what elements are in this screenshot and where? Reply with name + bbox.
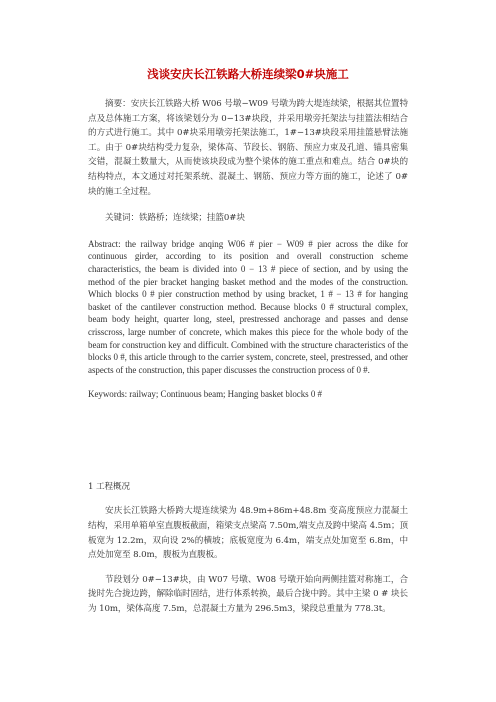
- section-heading: 1 工程概况: [88, 481, 130, 492]
- body-paragraph-1: 安庆长江铁路大桥跨大堤连续梁为 48.9m+86m+48.8m 变高度预应力混凝土结构，采用单箱单室直腹板截面，箱梁支点梁高 7.50m,端支点及跨中梁高 4.5m；顶板宽为 12.2m，双向设 2%的横坡；底板宽度为 6.4m，端支点处加宽至 6.8m，中点处加宽至 8.0m，腹板为直腹板。: [88, 506, 408, 561]
- body-paragraph-2: 节段划分 0#−13#块，由 W07 号墩、W08 号墩开始向两侧挂篮对称施工，合拢时先合拢边跨，解除临时固结，进行体系转换，最后合拢中跨。其中主梁 0 # 块长为 10m，梁体高度 7.5m，总混凝土方量为 296.5m3，梁段总重量为 778.3t。: [88, 574, 408, 615]
- abstract-english: Abstract: the railway bridge anqing W06 # pier − W09 # pier across the dike for continuous girder, according to its position and overall construction scheme characteristics, the beam is divided into 0 − 13 # piece of section, and by using the method of the pier bracket hanging basket method and the modes of the construction. Which blocks 0 # pier construction method by using bracket, 1 # − 13 # for hanging basket of the cantilever construction method. Because blocks 0 # structural complex, beam body height, quarter long, steel, prestressed anchorage and passes and dense crisscross, large number of concrete, which makes this piece for the whole body of the beam for construction key and difficult. Combined with the structure characteristics of the blocks 0 #, this article through to the carrier system, concrete, steel, prestressed, and other aspects of the construction, this paper discusses the construction process of 0 #.: [88, 238, 408, 375]
- keywords-english: Keywords: railway; Continuous beam; Hanging basket blocks 0 #: [88, 389, 322, 400]
- document-title: 浅谈安庆长江铁路大桥连续梁0#块施工: [147, 67, 349, 81]
- abstract-chinese: 摘要：安庆长江铁路大桥 W06 号墩−W09 号墩为跨大堤连续梁，根据其位置特点及总体施工方案，将该梁划分为 0−13#块段，并采用墩旁托架法与挂篮法相结合的方式进行施工。其中 0#块采用墩旁托架法施工，1#−13#块段采用挂篮悬臂法施工。由于 0#块结构受力复杂，梁体高、节段长、钢筋、预应力束及孔道、锚具密集交错，混凝土数量大，从而使该块段成为整个梁体的施工重点和难点。结合 0#块的结构特点，本文通过对托架系统、混凝土、钢筋、预应力等方面的施工，论述了 0#块的施工全过程。: [88, 99, 408, 197]
- keywords-chinese: 关键词：铁路桥；连续梁；挂篮0#块: [105, 213, 245, 224]
